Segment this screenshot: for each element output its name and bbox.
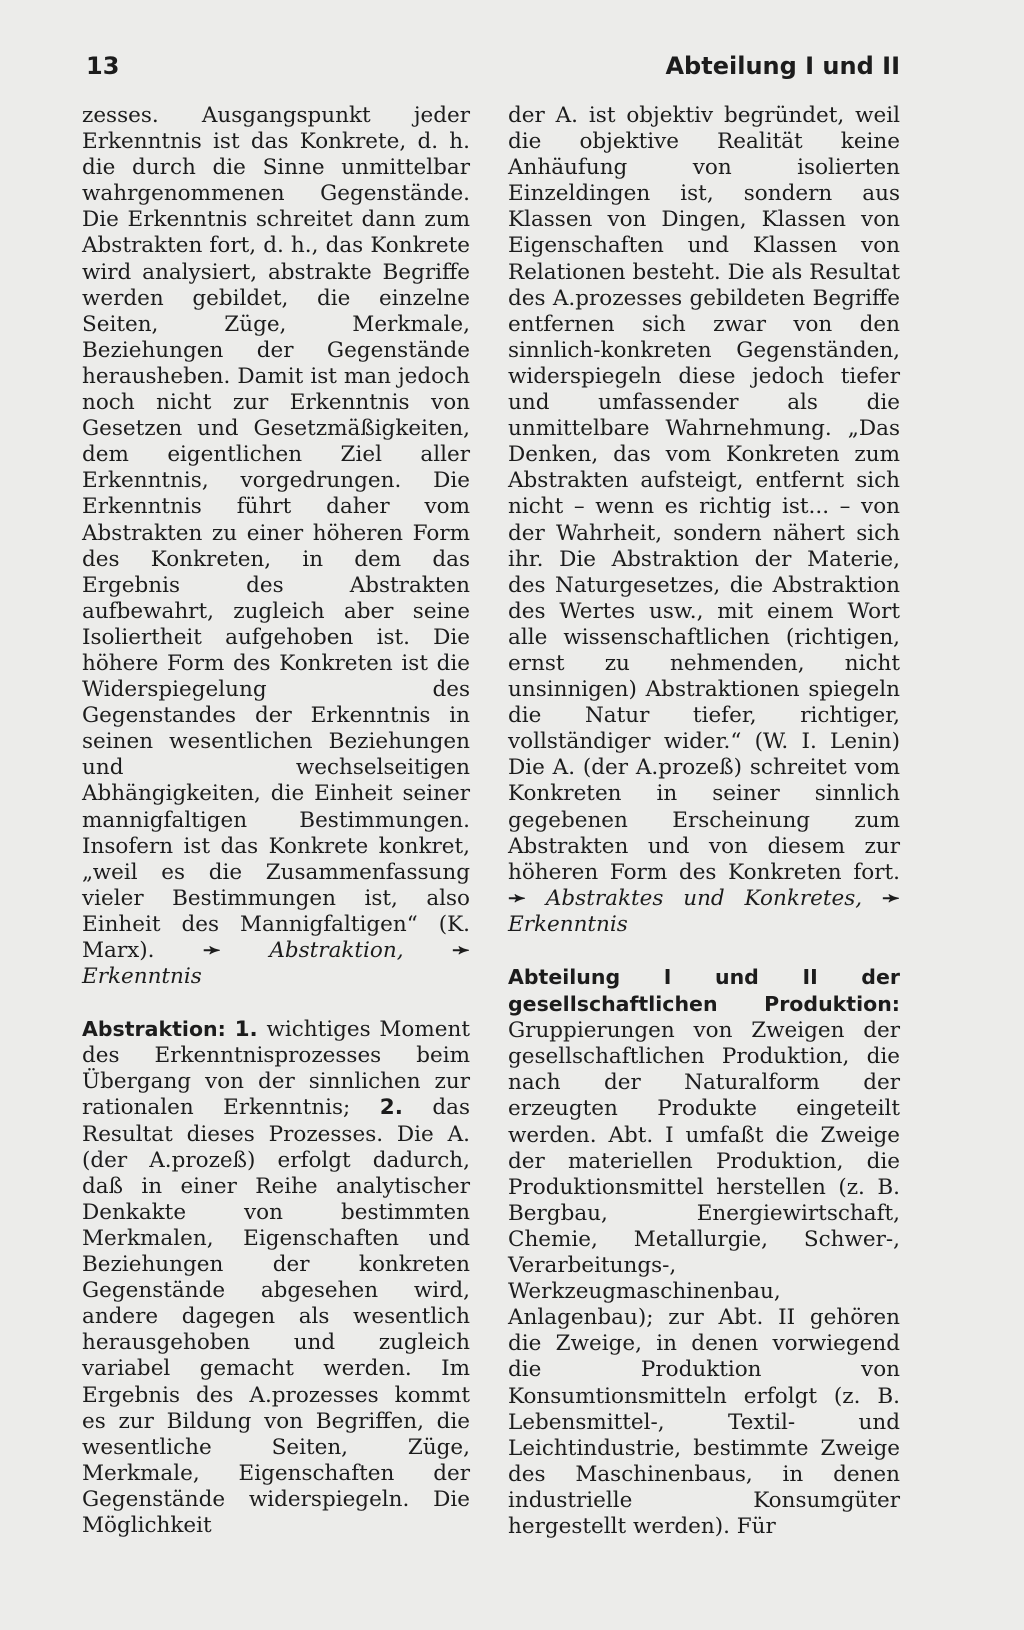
entry-abstraktion [82, 1016, 470, 1539]
see-also-arrow-icon: ➛ [202, 938, 221, 963]
sense-number: 2. [379, 1095, 403, 1121]
see-also-arrow-icon: ➛ [451, 938, 470, 963]
page-number: 13 [86, 52, 120, 80]
headword: Abteilung I und II der gesellschaftlichen Produktion: [508, 965, 900, 1017]
see-also-arrow-icon: ➛ [881, 885, 900, 911]
page-header [86, 52, 900, 92]
cross-reference: Erkenntnis [82, 964, 202, 990]
entry-abteilung [508, 964, 900, 1540]
right-column [508, 103, 900, 1540]
entry-continuation [82, 103, 470, 990]
headword: Abstraktion: [82, 1017, 226, 1042]
entry-text: das Resultat dieses Prozesses. Die A. (der A.prozeß) erfolgt dadurch, daß in einer Reihe analytischer Denkakte von bestimmten Merkmalen, Eigenschaften und Beziehungen der konkreten Gegenstände abgesehen wird, andere dagegen als wesentlich herausgehoben und zugleich variabel gemacht werden. Im Ergebnis des A.prozesses kommt es zur Bildung von Begriffen, die wesentliche Seiten, Züge, Merkmale, Eigenschaften der Gegenstände widerspiegeln. Die Möglichkeit [82, 1095, 470, 1538]
entry-text: wichtiges Moment des Erkenntnisprozesses beim Übergang von der sinnlichen zur rationalen Erkenntnis; [82, 1017, 470, 1121]
left-column [82, 103, 470, 1539]
cross-reference: Abstraktes und Konkretes, [545, 885, 863, 911]
cross-reference: Abstraktion, [269, 938, 404, 963]
cross-reference: Erkenntnis [508, 911, 628, 937]
sense-number: 1. [234, 1017, 258, 1043]
see-also-arrow-icon: ➛ [508, 885, 527, 911]
entry-text: Gruppierungen von Zweigen der gesellschaftlichen Produktion, die nach der Naturalform der erzeugten Produkte eingeteilt werden. Abt. I umfaßt die Zweige der materiellen Produktion, die Produktionsmittel herstellen (z. B. Bergbau, Energiewirtschaft, Chemie, Metallurgie, Schwer-, Verarbeitungs-, Werkzeugmaschinenbau, Anlagenbau); zur Abt. II gehören die Zweige, in denen vorwiegend die Produktion von Konsumtionsmitteln erfolgt (z. B. Lebensmittel-, Textil- und Leichtindustrie, bestimmte Zweige des Maschinenbaus, in denen industrielle Konsumgüter hergestellt werden). Für [508, 1018, 900, 1539]
entry-text: zesses. Ausgangspunkt jeder Erkenntnis ist das Konkrete, d. h. die durch die Sinne unmittelbar wahrgenommenen Gegenstände. Die Erkenntnis schreitet dann zum Abstrakten fort, d. h., das Konkrete wird analysiert, abstrakte Begriffe werden gebildet, die einzelne Seiten, Züge, Merkmale, Beziehungen der Gegenstände herausheben. Damit ist man jedoch noch nicht zur Erkenntnis von Gesetzen und Gesetzmäßigkeiten, dem eigentlichen Ziel aller Erkenntnis, vorgedrungen. Die Erkenntnis führt daher vom Abstrakten zu einer höheren Form des Konkreten, in dem das Ergebnis des Abstrakten aufbewahrt, zugleich aber seine Isoliertheit aufgehoben ist. Die höhere Form des Konkreten ist die Widerspiegelung des Gegenstandes der Erkenntnis in seinen wesentlichen Beziehungen und wechselseitigen Abhängigkeiten, die Einheit seiner mannigfaltigen Bestimmungen. Insofern ist das Konkrete konkret, „weil es die Zusammenfassung vieler Bestimmungen ist, also Einheit des Mannigfaltigen“ (K. Marx). [82, 103, 470, 963]
running-head: Abteilung I und II [665, 52, 900, 80]
entry-continuation [508, 103, 900, 938]
entry-text: der A. ist objektiv begründet, weil die objektive Realität keine Anhäufung von isolierten Einzeldingen ist, sondern aus Klassen von Dingen, Klassen von Eigenschaften und Klassen von Relationen besteht. Die als Resultat des A.prozesses gebildeten Begriffe entfernen sich zwar von den sinnlich-konkreten Gegenständen, widerspiegeln diese jedoch tiefer und umfassender als die unmittelbare Wahrnehmung. „Das Denken, das vom Konkreten zum Abstrakten aufsteigt, entfernt sich nicht – wenn es richtig ist... – von der Wahrheit, sondern nähert sich ihr. Die Abstraktion der Materie, des Naturgesetzes, die Abstraktion des Wertes usw., mit einem Wort alle wissenschaftlichen (richtigen, ernst zu nehmenden, nicht unsinnigen) Abstraktionen spiegeln die Natur tiefer, richtiger, vollständiger wider.“ (W. I. Lenin) Die A. (der A.prozeß) schreitet vom Konkreten in seiner sinnlich gegebenen Erscheinung zum Abstrakten und von diesem zur höheren Form des Konkreten fort. [508, 103, 900, 885]
